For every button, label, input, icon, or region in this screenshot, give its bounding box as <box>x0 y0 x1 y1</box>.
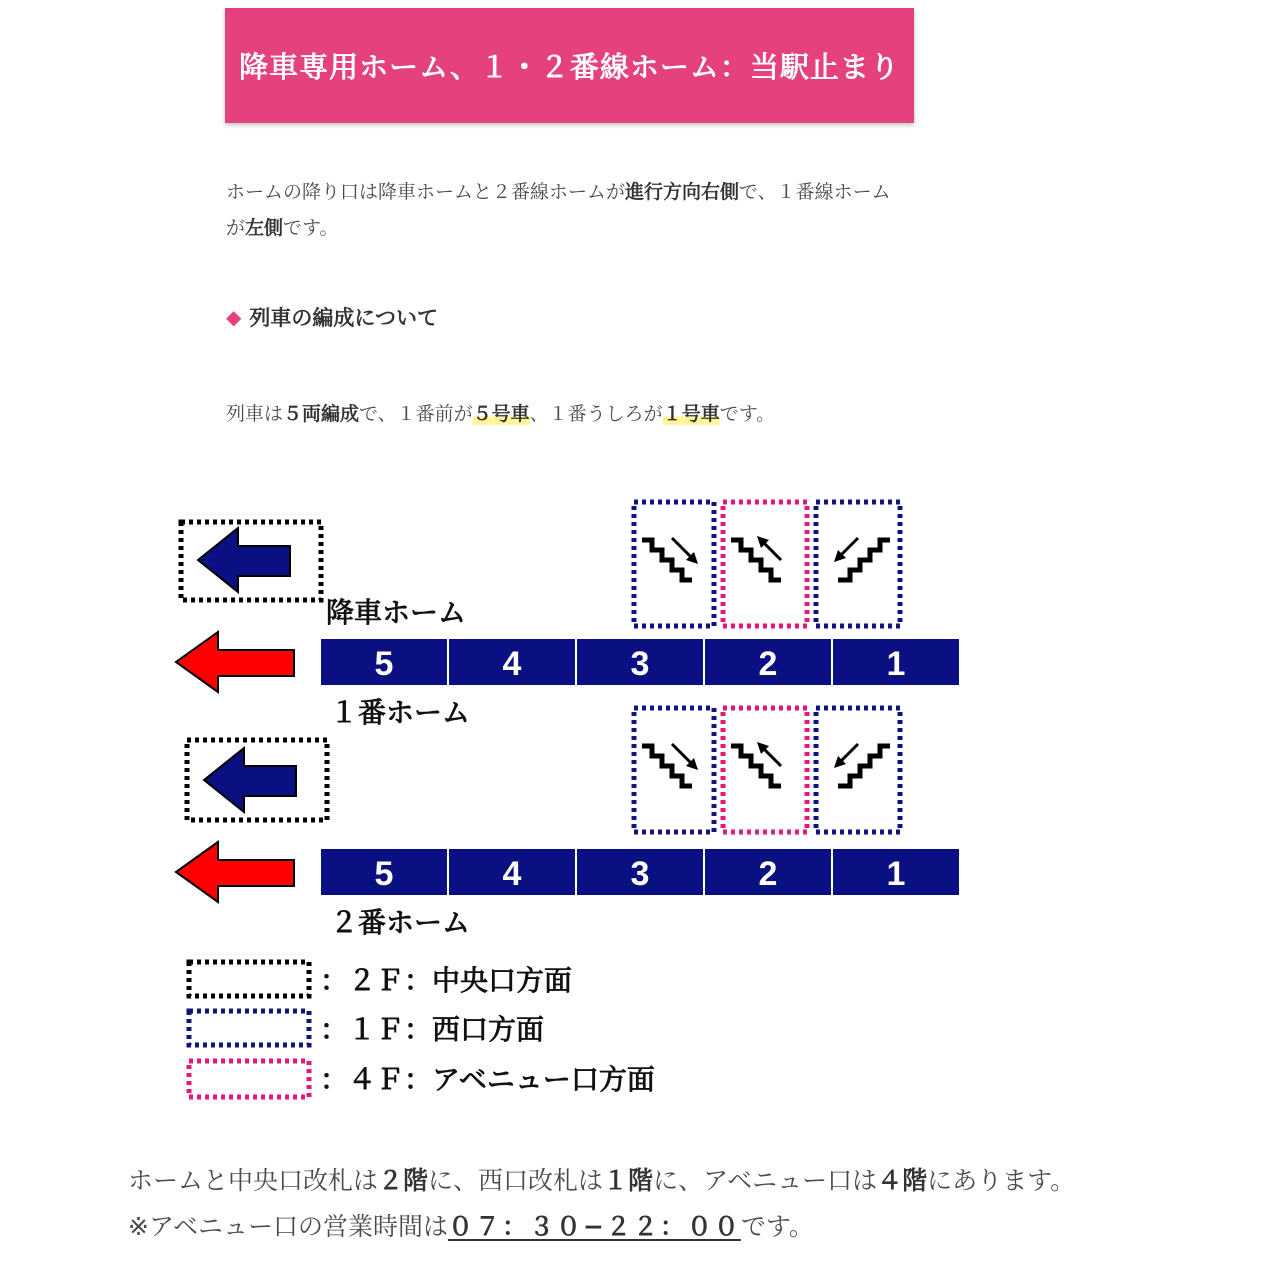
stairs-down-left-icon <box>834 538 890 580</box>
legend-swatch-central <box>189 962 309 996</box>
exit-box-avenue-2 <box>723 708 807 832</box>
formation-highlight-rear-car: １号車 <box>662 403 720 425</box>
page-banner <box>225 8 914 123</box>
platform-label: １番ホーム <box>330 696 471 729</box>
legend-text: ：１Ｆ：西口方面 <box>320 1013 545 1046</box>
floor-text-3: に、アベニュー口は <box>653 1166 878 1195</box>
formation-text-3: 、１番うしろが <box>529 403 663 425</box>
car-number: 1 <box>886 645 906 683</box>
direction-arrow-icon <box>176 632 294 692</box>
car-number: 3 <box>630 855 650 893</box>
platform-label: ２番ホーム <box>330 906 471 939</box>
legend-swatch-avenue <box>189 1061 309 1097</box>
formation-text-2: で、１番前が <box>359 403 473 425</box>
section-title: 列車の編成について <box>249 306 438 330</box>
intro-bold-left-side: 左側 <box>245 217 284 239</box>
hours-prefix: ※アベニュー口の営業時間は <box>128 1212 448 1241</box>
floor-bold-2f: ２階 <box>378 1166 429 1195</box>
formation-text-1: 列車は <box>226 403 284 425</box>
floor-text-2: に、西口改札は <box>428 1166 604 1195</box>
car-number: 5 <box>374 645 394 683</box>
legend-text: ：２Ｆ：中央口方面 <box>320 964 573 997</box>
direction-arrow-icon <box>176 842 294 902</box>
stairs-down-icon <box>642 744 698 786</box>
car-number: 3 <box>630 645 650 683</box>
exit-arrow-icon <box>198 528 290 592</box>
banner-title: 降車専用ホーム、１・２番線ホーム：当駅止まり <box>239 50 900 84</box>
intro-paragraph <box>226 174 906 246</box>
floor-bold-1f: １階 <box>603 1166 654 1195</box>
formation-text-4: です。 <box>719 403 776 425</box>
car-number: 4 <box>502 855 522 893</box>
legend-swatch-west <box>189 1011 309 1045</box>
car-number: 2 <box>758 855 778 893</box>
avenue-hours: ０７：３０−２２：００ <box>447 1212 741 1241</box>
car-number: 2 <box>758 645 778 683</box>
car-number: 5 <box>374 855 394 893</box>
platform-diagram-svg <box>160 490 980 1120</box>
hours-suffix: です。 <box>740 1212 814 1241</box>
exit-arrow-icon <box>204 748 296 812</box>
floor-bold-4f: ４階 <box>877 1166 928 1195</box>
stairs-down-left-icon <box>834 744 890 786</box>
diamond-icon: ◆ <box>226 305 242 329</box>
train-1 <box>321 639 959 685</box>
intro-text-2: で、１番線ホームが <box>226 181 891 239</box>
exit-box-avenue-1 <box>723 502 807 626</box>
stairs-up-icon <box>731 742 781 786</box>
floor-text-4: にあります。 <box>927 1166 1076 1195</box>
floor-info-paragraph <box>128 1158 1128 1250</box>
section-heading <box>226 302 438 332</box>
intro-text-3: です。 <box>283 217 339 239</box>
formation-highlight-front-car: ５号車 <box>472 403 530 425</box>
formation-paragraph <box>226 396 926 432</box>
stairs-down-icon <box>642 538 698 580</box>
legend-text: ：４Ｆ：アベニュー口方面 <box>320 1063 655 1096</box>
stairs-up-icon <box>731 536 781 580</box>
floor-text-1: ホームと中央口改札は <box>128 1166 379 1195</box>
car-number: 4 <box>502 645 522 683</box>
intro-bold-right-side: 進行方向右側 <box>625 181 740 203</box>
car-number: 1 <box>886 855 906 893</box>
intro-text-1: ホームの降り口は降車ホームと２番線ホームが <box>226 181 626 203</box>
platform-diagram <box>160 490 980 1120</box>
formation-bold-cars: ５両編成 <box>283 403 360 425</box>
train-2 <box>321 849 959 895</box>
platform-label: 降車ホーム <box>326 596 467 629</box>
legend <box>189 962 655 1097</box>
